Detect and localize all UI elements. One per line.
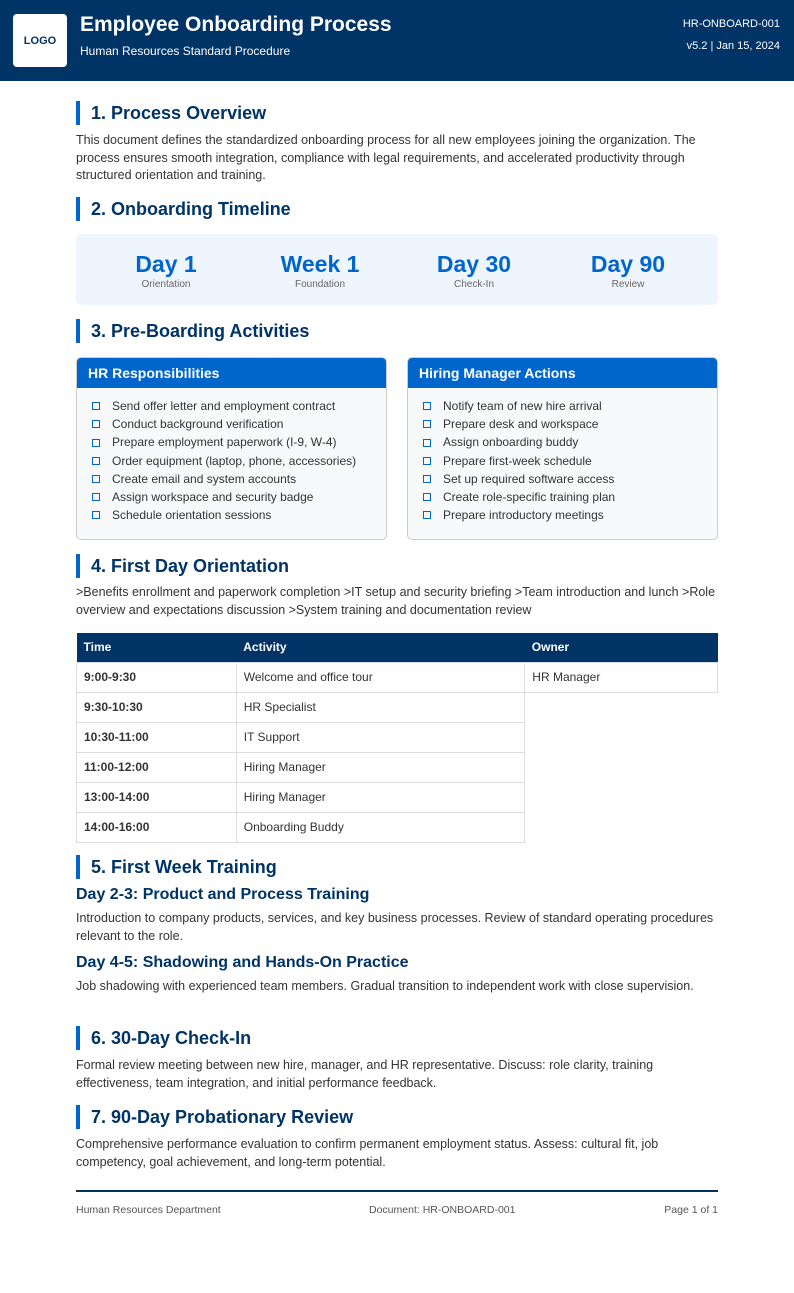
- card-title: Hiring Manager Actions: [408, 358, 717, 388]
- checklist-item-label: Assign workspace and security badge: [112, 490, 314, 505]
- timeline-item: [397, 234, 551, 305]
- section-heading-timeline: 2. Onboarding Timeline: [76, 197, 291, 221]
- timeline-item: [89, 234, 243, 305]
- checkbox-icon[interactable]: [92, 420, 100, 428]
- checkbox-icon[interactable]: [423, 511, 431, 519]
- table-row: [77, 692, 718, 722]
- checkbox-icon[interactable]: [92, 493, 100, 501]
- checklist-item: [423, 397, 717, 415]
- checkbox-icon[interactable]: [423, 475, 431, 483]
- footer-document-id: Document: HR-ONBOARD-001: [369, 1204, 516, 1216]
- checklist-item: [423, 488, 717, 506]
- checklist-item-label: Create role-specific training plan: [443, 490, 616, 505]
- checklist-item: [92, 452, 386, 470]
- hiring-manager-card: [407, 357, 718, 540]
- section-heading-first-week: 5. First Week Training: [76, 855, 277, 879]
- section-heading-overview: 1. Process Overview: [76, 101, 266, 125]
- document-id: HR-ONBOARD-001: [682, 18, 780, 30]
- timeline-milestone: Day 1: [135, 251, 197, 277]
- checklist-item-label: Assign onboarding buddy: [443, 435, 579, 450]
- timeline-label: Orientation: [141, 279, 191, 290]
- timeline-panel: [76, 234, 718, 305]
- timeline-item: [243, 234, 397, 305]
- time-cell: 13:00-14:00: [77, 782, 237, 812]
- table-row: [77, 782, 718, 812]
- review-text: Comprehensive performance evaluation to confirm permanent employment status. Assess: cultural fit, job competency, goal achievement, and long-term potential.: [76, 1137, 659, 1169]
- document-subtitle: Human Resources Standard Procedure: [80, 44, 291, 58]
- section-heading-review: 7. 90-Day Probationary Review: [76, 1105, 353, 1129]
- checklist-item: [423, 506, 717, 524]
- card-title: HR Responsibilities: [77, 358, 386, 388]
- checklist-item-label: Send offer letter and employment contract: [112, 399, 336, 413]
- timeline-item: [551, 234, 705, 305]
- subsection-heading: Day 4-5: Shadowing and Hands-On Practice: [76, 954, 409, 971]
- column-header-owner: Owner: [525, 633, 718, 662]
- table-row: [77, 752, 718, 782]
- table-header-row: [77, 633, 718, 662]
- activity-cell: Hiring Manager: [236, 782, 525, 812]
- checklist-item-label: Prepare first-week schedule: [443, 453, 592, 468]
- owner-cell: HR Manager: [525, 662, 718, 692]
- empty-cell: [525, 722, 718, 752]
- overview-text: This document defines the standardized onboarding process for all new employees joining the organization. The process ensures smooth integration, compliance with legal requirements, and accelerated productivity through structured orientation and training.: [76, 133, 696, 182]
- checklist-item-label: Schedule orientation sessions: [112, 508, 272, 523]
- footer-page-number: Page 1 of 1: [664, 1204, 718, 1216]
- subsection-heading: Day 2-3: Product and Process Training: [76, 886, 370, 903]
- checklist-item: [423, 470, 717, 488]
- checkbox-icon[interactable]: [423, 493, 431, 501]
- checklist-item-label: Prepare employment paperwork (I-9, W-4): [112, 435, 337, 450]
- checkbox-icon[interactable]: [423, 439, 431, 447]
- checkbox-icon[interactable]: [92, 457, 100, 465]
- footer-department: Human Resources Department: [76, 1204, 221, 1216]
- time-cell: 9:30-10:30: [77, 692, 237, 722]
- logo: LOGO: [13, 14, 67, 67]
- column-header-time: Time: [77, 633, 237, 662]
- subsection-text: Job shadowing with experienced team members. Gradual transition to independent work with close supervision.: [76, 979, 694, 993]
- checkbox-icon[interactable]: [92, 511, 100, 519]
- timeline-milestone: Day 30: [436, 251, 512, 277]
- footer-divider: [76, 1190, 718, 1192]
- checklist-item: [92, 433, 386, 451]
- checklist-item: [92, 415, 386, 433]
- checklist-item: [92, 470, 386, 488]
- checkbox-icon[interactable]: [92, 402, 100, 410]
- checklist-item-label: Create email and system accounts: [112, 471, 297, 486]
- empty-cell: [525, 752, 718, 782]
- checklist-item-label: Prepare introductory meetings: [443, 508, 604, 523]
- time-cell: 9:00-9:30: [77, 662, 237, 692]
- document-title: Employee Onboarding Process: [80, 13, 392, 36]
- checklist-item-label: Order equipment (laptop, phone, accessories): [112, 453, 357, 468]
- checklist-item: [423, 433, 717, 451]
- time-cell: 14:00-16:00: [77, 812, 237, 842]
- checklist-item-label: Prepare desk and workspace: [443, 417, 599, 432]
- activity-cell: IT Support: [236, 722, 525, 752]
- checklist-item: [92, 488, 386, 506]
- checklist-item: [92, 506, 386, 524]
- time-cell: 11:00-12:00: [77, 752, 237, 782]
- checkin-text: Formal review meeting between new hire, manager, and HR representative. Discuss: role clarity, training effectiveness, team integration, and initial performance feedback.: [76, 1058, 654, 1090]
- orientation-agenda-text: >Benefits enrollment and paperwork completion >IT setup and security briefing >Team introduction and lunch >Role overview and expectations discussion >System training and documentation review: [76, 585, 716, 617]
- checkbox-icon[interactable]: [92, 475, 100, 483]
- table-row: [77, 662, 718, 692]
- activity-cell: Hiring Manager: [236, 752, 525, 782]
- checklist-item: [423, 452, 717, 470]
- checkbox-icon[interactable]: [423, 457, 431, 465]
- checklist-item: [92, 397, 386, 415]
- section-heading-orientation: 4. First Day Orientation: [76, 554, 289, 578]
- subsection-text: Introduction to company products, services, and key business processes. Review of standard operating procedures relevant to the role.: [76, 911, 714, 943]
- version-date: v5.2 | Jan 15, 2024: [686, 40, 780, 52]
- empty-cell: [525, 782, 718, 812]
- timeline-milestone: Day 90: [590, 251, 666, 277]
- empty-cell: [525, 692, 718, 722]
- checklist-item-label: Set up required software access: [443, 471, 615, 486]
- checkbox-icon[interactable]: [423, 402, 431, 410]
- activity-cell: HR Specialist: [236, 692, 525, 722]
- checklist: [77, 388, 386, 524]
- checklist-item: [423, 415, 717, 433]
- timeline-label: Review: [611, 279, 645, 290]
- checklist-item-label: Notify team of new hire arrival: [443, 399, 602, 413]
- activity-cell: Onboarding Buddy: [236, 812, 525, 842]
- checkbox-icon[interactable]: [92, 439, 100, 447]
- section-heading-preboarding: 3. Pre-Boarding Activities: [76, 319, 309, 343]
- timeline-milestone: Week 1: [280, 251, 360, 277]
- hr-responsibilities-card: [76, 357, 387, 540]
- activity-cell: Welcome and office tour: [236, 662, 525, 692]
- timeline-label: Check-In: [453, 279, 494, 290]
- checkbox-icon[interactable]: [423, 420, 431, 428]
- table-row: [77, 722, 718, 752]
- checklist: [408, 388, 717, 524]
- column-header-activity: Activity: [236, 633, 525, 662]
- timeline-label: Foundation: [294, 279, 346, 290]
- section-heading-checkin: 6. 30-Day Check-In: [76, 1026, 251, 1050]
- checklist-item-label: Conduct background verification: [112, 417, 284, 432]
- empty-cell: [525, 812, 718, 842]
- table-row: [77, 812, 718, 842]
- time-cell: 10:30-11:00: [77, 722, 237, 752]
- orientation-schedule-table: [76, 633, 718, 843]
- document-header: [0, 0, 794, 81]
